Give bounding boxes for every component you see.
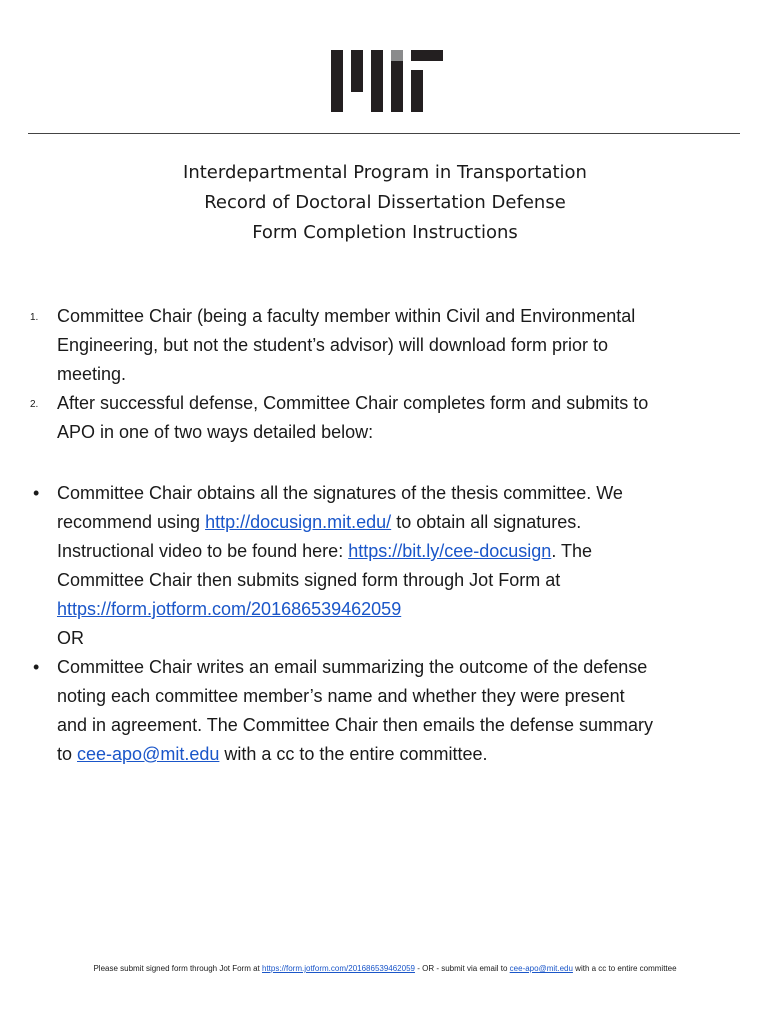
step-item	[30, 302, 740, 389]
bullet-item	[30, 653, 740, 769]
footer-text: with a cc to entire committee	[572, 964, 677, 973]
step-text-line: APO in one of two ways detailed below:	[57, 422, 374, 442]
bullet-item	[30, 479, 740, 653]
step-text-line: Committee Chair (being a faculty member within Civil and Environmental	[57, 306, 636, 326]
bullet-text-line: and in agreement. The Committee Chair then emails the defense summary	[57, 715, 653, 735]
footer-email-link[interactable]: cee-apo@mit.edu	[509, 964, 573, 973]
bullet-text: with a cc to the entire committee.	[219, 744, 488, 764]
jotform-link[interactable]: https://form.jotform.com/201686539462059	[57, 599, 402, 619]
bullet-text: to	[57, 744, 78, 764]
step-text-line: Engineering, but not the student’s advisor) will download form prior to	[57, 335, 608, 355]
bullet-text-line: Committee Chair writes an email summarizing the outcome of the defense	[57, 657, 648, 677]
footer-text: - OR - submit via email to	[414, 964, 510, 973]
bullet-marker: •	[33, 483, 40, 503]
bullet-text-line: Committee Chair obtains all the signatures of the thesis committee. We	[57, 483, 623, 503]
title-line-2: Record of Doctoral Dissertation Defense	[204, 192, 566, 213]
title-line-3: Form Completion Instructions	[252, 222, 518, 243]
docusign-link[interactable]: http://docusign.mit.edu/	[205, 512, 392, 532]
bullet-text: recommend using	[57, 512, 206, 532]
bullet-text-line: Committee Chair then submits signed form through Jot Form at	[57, 570, 561, 590]
bullet-marker: •	[33, 657, 40, 677]
email-link[interactable]: cee-apo@mit.edu	[77, 744, 220, 764]
step-number: 2.	[30, 399, 39, 410]
step-text-line: meeting.	[57, 364, 127, 384]
bullet-text: to obtain all signatures.	[391, 512, 582, 532]
title-line-1: Interdepartmental Program in Transportation	[183, 162, 587, 183]
mit-logo	[331, 50, 443, 112]
bullet-text-line: noting each committee member’s name and whether they were present	[57, 686, 625, 706]
footer-note	[0, 962, 770, 976]
bullet-text: Instructional video to be found here:	[57, 541, 349, 561]
bullet-list	[30, 479, 740, 769]
step-item	[30, 389, 740, 447]
footer-text: Please submit signed form through Jot Form at	[93, 964, 262, 973]
or-separator: OR	[57, 628, 84, 648]
step-text-line: After successful defense, Committee Chair completes form and submits to	[57, 393, 649, 413]
footer-jotform-link[interactable]: https://form.jotform.com/201686539462059	[262, 964, 415, 973]
header-divider	[28, 133, 740, 134]
document-title	[0, 158, 770, 248]
bullet-text: . The	[551, 541, 593, 561]
step-number: 1.	[30, 312, 39, 323]
numbered-steps	[30, 302, 740, 447]
video-link[interactable]: https://bit.ly/cee-docusign	[348, 541, 552, 561]
